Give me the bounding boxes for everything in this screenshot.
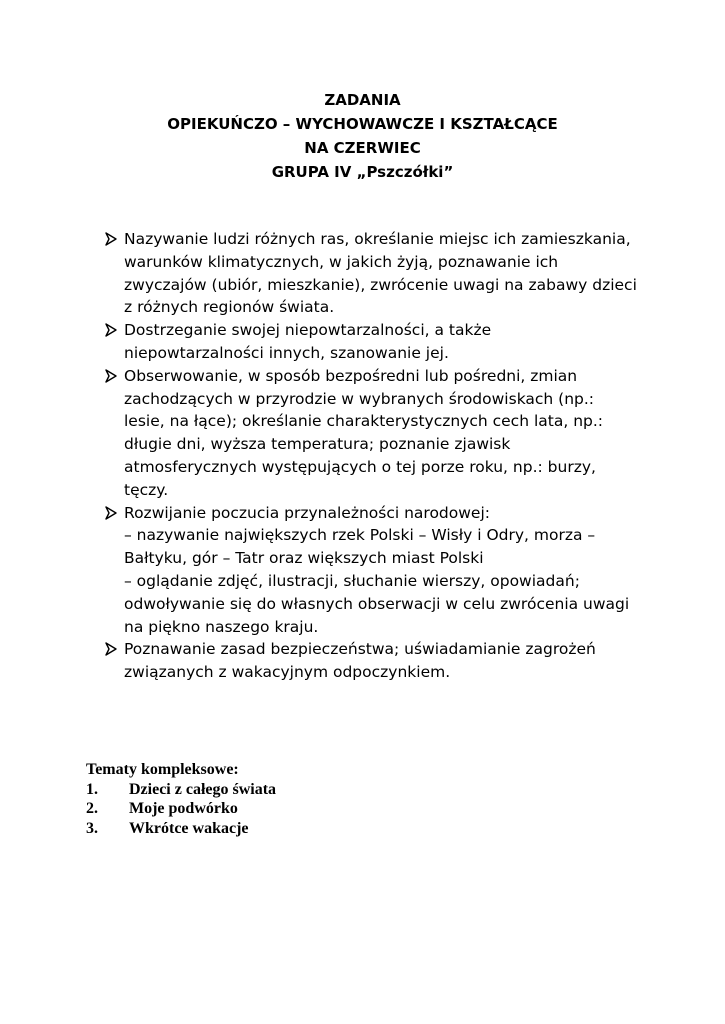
task-item	[100, 228, 660, 319]
task-item	[100, 638, 660, 684]
task-item	[100, 365, 660, 502]
arrow-bullet-icon	[104, 504, 118, 522]
task-item	[100, 319, 660, 365]
topic-item	[86, 799, 276, 819]
arrow-bullet-icon	[104, 367, 118, 385]
arrow-bullet-icon	[104, 640, 118, 658]
task-list	[100, 228, 660, 684]
task-text-line: niepowtarzalności innych, szanowanie jej.	[124, 343, 449, 362]
header-subtitle: OPIEKUŃCZO – WYCHOWAWCZE I KSZTAŁCĄCE	[167, 115, 558, 133]
header-title: ZADANIA	[324, 91, 401, 109]
task-text-line: Rozwijanie poczucia przynależności narodowej:	[124, 503, 490, 522]
task-text-line: Poznawanie zasad bezpieczeństwa; uświadamianie zagrożeń	[124, 640, 596, 659]
header-month: NA CZERWIEC	[304, 139, 421, 157]
task-text-line: atmosferycznych występujących o tej porze roku, np.: burzy,	[124, 457, 596, 476]
task-text-line: Bałtyku, gór – Tatr oraz większych miast Polski	[124, 549, 484, 568]
task-text-line: tęczy.	[124, 480, 169, 499]
task-text-line: warunków klimatycznych, w jakich żyją, poznawanie ich	[124, 252, 559, 271]
document-header	[0, 88, 725, 184]
topic-item	[86, 819, 276, 839]
task-text-line: zachodzących w przyrodzie w wybranych środowiskach (np.:	[124, 389, 595, 408]
task-text-line: Nazywanie ludzi różnych ras, określanie miejsc ich zamieszkania,	[124, 230, 631, 248]
task-text-line: zwyczajów (ubiór, mieszkanie), zwrócenie uwagi na zabawy dzieci	[124, 275, 637, 294]
task-text-line: Obserwowanie, w sposób bezpośredni lub pośredni, zmian	[124, 366, 578, 385]
task-text-line: lesie, na łące); określanie charakterystycznych cech lata, np.:	[124, 412, 604, 431]
task-text-line: – nazywanie największych rzek Polski – Wisły i Odry, morza –	[124, 526, 596, 545]
task-text-line: związanych z wakacyjnym odpoczynkiem.	[124, 663, 451, 682]
arrow-bullet-icon	[104, 321, 118, 339]
topics-heading: Tematy kompleksowe:	[86, 761, 239, 778]
topic-number: 3.	[86, 819, 98, 837]
header-group: GRUPA IV „Pszczółki”	[271, 163, 454, 181]
topic-title: Moje podwórko	[129, 800, 238, 817]
topic-title: Dzieci z całego świata	[129, 780, 277, 798]
topic-number: 1.	[86, 780, 98, 798]
task-text-line: długie dni, wyższa temperatura; poznanie zjawisk	[124, 435, 511, 454]
topic-item	[86, 780, 276, 800]
task-text-line: Dostrzeganie swojej niepowtarzalności, a także	[124, 321, 492, 340]
task-item	[100, 502, 660, 639]
task-text-line: odwoływanie się do własnych obserwacji w celu zwrócenia uwagi	[124, 594, 630, 613]
task-text-line: – oglądanie zdjęć, ilustracji, słuchanie wierszy, opowiadań;	[124, 571, 580, 590]
topic-number: 2.	[86, 800, 98, 817]
task-text-line: z różnych regionów świata.	[124, 298, 335, 317]
topic-title: Wkrótce wakacje	[129, 819, 249, 837]
arrow-bullet-icon	[104, 230, 118, 248]
task-text-line: na piękno naszego kraju.	[124, 617, 319, 636]
complex-topics	[86, 760, 276, 838]
